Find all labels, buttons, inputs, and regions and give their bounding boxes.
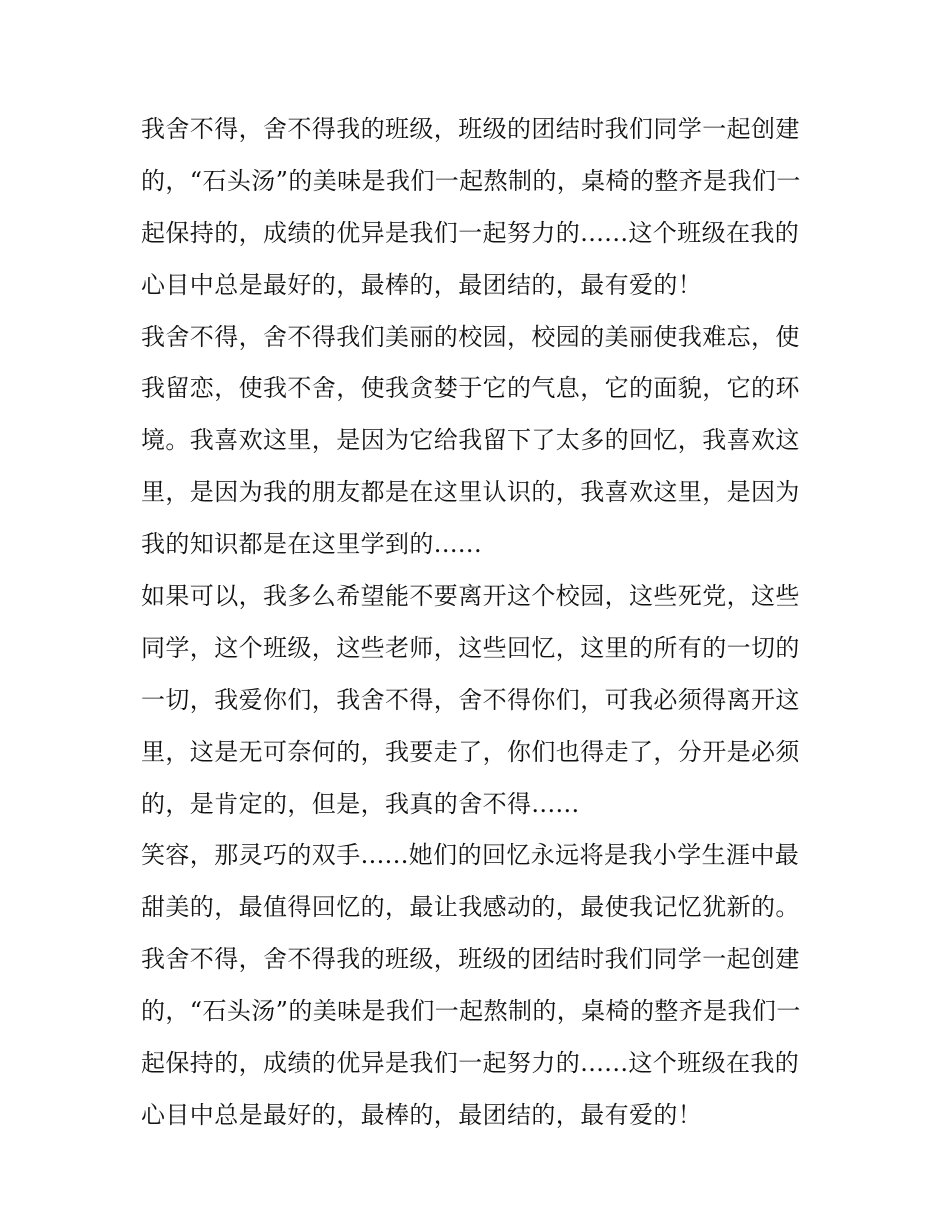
text-line: 我的知识都是在这里学到的...... xyxy=(141,530,482,559)
text-line: 甜美的，最值得回忆的，最让我感动的，最使我记忆犹新的。 xyxy=(141,893,800,922)
text-line: 我留恋，使我不舍，使我贪婪于它的气息，它的面貌，它的环 xyxy=(141,374,800,403)
text-line: 同学，这个班级，这些老师，这些回忆，这里的所有的一切的 xyxy=(141,633,800,662)
text-line: 起保持的，成绩的优异是我们一起努力的......这个班级在我的 xyxy=(141,218,800,247)
text-line: 的，是肯定的，但是，我真的舍不得...... xyxy=(141,789,580,818)
document-body xyxy=(141,104,811,1142)
text-line: 境。我喜欢这里，是因为它给我留下了太多的回忆，我喜欢这 xyxy=(141,426,800,455)
text-line: 一切，我爱你们，我舍不得，舍不得你们，可我必须得离开这 xyxy=(141,685,800,714)
text-line: 如果可以，我多么希望能不要离开这个校园，这些死党，这些 xyxy=(141,582,800,611)
text-line: 我舍不得，舍不得我的班级，班级的团结时我们同学一起创建 xyxy=(141,945,800,974)
text-line: 里，这是无可奈何的，我要走了，你们也得走了，分开是必须 xyxy=(141,737,800,766)
text-line: 起保持的，成绩的优异是我们一起努力的......这个班级在我的 xyxy=(141,1049,800,1078)
text-line: 心目中总是最好的，最棒的，最团结的，最有爱的！ xyxy=(141,1100,703,1129)
text-line: 笑容，那灵巧的双手......她们的回忆永远将是我小学生涯中最 xyxy=(141,841,800,870)
text-line: 心目中总是最好的，最棒的，最团结的，最有爱的！ xyxy=(141,270,703,299)
text-line: 我舍不得，舍不得我的班级，班级的团结时我们同学一起创建 xyxy=(141,115,800,143)
text-line: 我舍不得，舍不得我们美丽的校园，校园的美丽使我难忘，使 xyxy=(141,322,800,351)
text-line: 的，“石头汤”的美味是我们一起熬制的，桌椅的整齐是我们一 xyxy=(141,997,801,1026)
text-line: 里，是因为我的朋友都是在这里认识的，我喜欢这里，是因为 xyxy=(141,478,800,507)
text-line: 的，“石头汤”的美味是我们一起熬制的，桌椅的整齐是我们一 xyxy=(141,166,801,195)
